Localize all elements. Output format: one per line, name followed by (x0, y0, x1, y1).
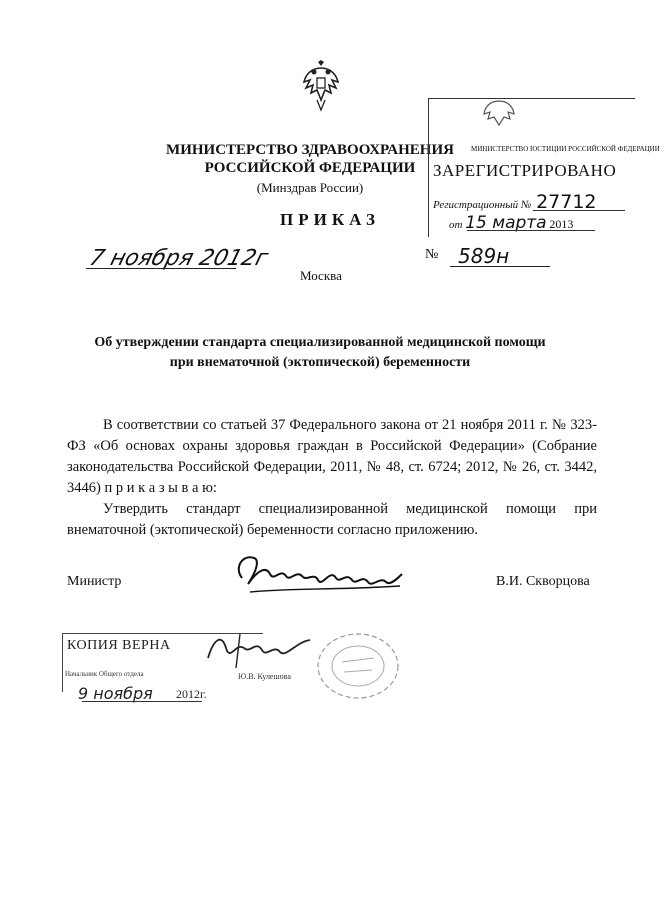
order-number-underline (450, 266, 550, 267)
stamp-date-prefix: от (449, 219, 463, 231)
copy-year: 2012г. (176, 687, 207, 701)
document-title-line1: Об утверждении стандарта специализированной медицинской помощи (94, 335, 546, 350)
copy-title: КОПИЯ ВЕРНА (67, 638, 171, 653)
body-paragraph-2: Утвердить стандарт специализированной медицинской помощи при внематочной (эктопической) беременности согласно приложению. (67, 501, 597, 538)
copy-date: 9 ноября (78, 684, 153, 703)
stamp-date-underline (467, 230, 595, 231)
russian-emblem-icon (300, 60, 342, 112)
order-number-label: № (425, 247, 439, 262)
document-title-line2: при внематочной (эктопической) беременности (169, 355, 471, 370)
body-paragraph-1: В соответствии со статьей 37 Федерального закона от 21 ноября 2011 г. № 323-ФЗ «Об основах охраны здоровья граждан в Российской Федерации» (Собрание законодательства Российской Федерации, 2011, № 48, ст. 6724; 2012, № 26, ст. 3442, 3446) п р и к а з ы в а ю: (67, 417, 597, 496)
stamp-emblem-icon (479, 99, 519, 127)
ministry-name-line1: МИНИСТЕРСТВО ЗДРАВООХРАНЕНИЯ (166, 142, 454, 158)
signature-role: Министр (67, 574, 122, 589)
order-date: 7 ноября 2012г (86, 246, 271, 271)
copy-role: Начальник Общего отдела (65, 670, 144, 678)
stamp-year: 2013 (549, 217, 574, 231)
signature-name: В.И. Скворцова (496, 574, 590, 589)
stamp-organization: МИНИСТЕРСТВО ЮСТИЦИИ РОССИЙСКОЙ ФЕДЕРАЦИИ (471, 145, 660, 153)
registration-stamp (428, 98, 660, 237)
copy-date-underline (82, 701, 202, 702)
order-number: 589н (458, 244, 510, 268)
ministry-short-name: (Минздрав России) (256, 180, 364, 195)
minister-signature (230, 548, 410, 604)
document-body (67, 415, 597, 541)
round-seal-stamp (312, 628, 402, 702)
ministry-name-line2: РОССИЙСКОЙ ФЕДЕРАЦИИ (204, 160, 416, 176)
stamp-reg-number: 27712 (536, 191, 597, 213)
copy-signature (200, 628, 320, 672)
order-date-underline (86, 268, 236, 269)
stamp-date: 15 марта (465, 213, 547, 233)
stamp-registered: ЗАРЕГИСТРИРОВАНО (433, 161, 617, 180)
order-heading: ПРИКАЗ (280, 210, 380, 229)
stamp-reg-number-label: Регистрационный № (433, 199, 532, 211)
stamp-number-underline (533, 210, 625, 211)
order-city: Москва (300, 268, 342, 283)
copy-signer-name: Ю.В. Кулешова (238, 672, 291, 681)
